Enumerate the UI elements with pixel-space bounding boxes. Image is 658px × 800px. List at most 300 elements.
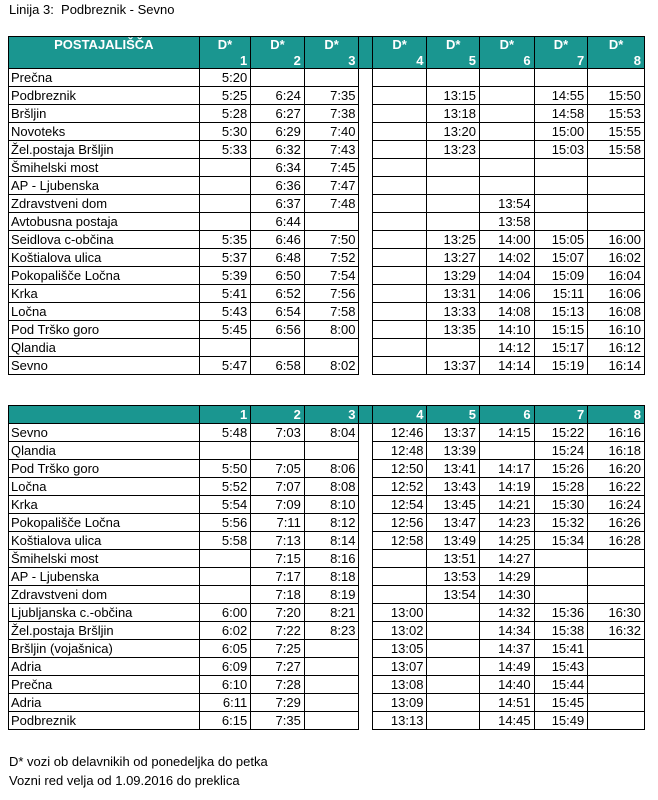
departure-time: 13:20 [427,123,480,141]
header-col-5: 5 [427,406,480,424]
departure-time [304,442,359,460]
stop-name: Pod Trško goro [9,460,200,478]
departure-time: 6:36 [251,177,305,195]
stop-name: Pod Trško goro [9,321,200,339]
table-row [9,357,645,375]
departure-time: 6:27 [251,105,305,123]
departure-time [480,159,535,177]
departure-time: 16:10 [588,321,645,339]
departure-time [372,105,427,123]
timetable-return-body [9,424,645,730]
stop-name: Zdravstveni dom [9,195,200,213]
header-col-2: 2 [251,406,305,424]
departure-time [372,141,427,159]
table-row [9,658,645,676]
departure-time: 16:22 [588,478,645,496]
departure-time [534,159,588,177]
departure-time: 15:34 [534,532,588,550]
departure-time: 12:56 [372,514,427,532]
table-row [9,442,645,460]
departure-time [372,231,427,249]
timetable-outbound-body [9,69,645,375]
departure-time: 14:34 [480,622,535,640]
departure-time [251,442,305,460]
table-row [9,69,645,87]
departure-time: 13:02 [372,622,427,640]
departure-time: 6:10 [199,676,251,694]
header-col-6: D* 6 [480,37,535,69]
departure-time [199,586,251,604]
departure-time [480,177,535,195]
departure-time [588,213,645,231]
stop-name: Sevno [9,424,200,442]
departure-time: 14:27 [480,550,535,568]
header-col-1: D* 1 [199,37,251,69]
departure-time: 16:14 [588,357,645,375]
departure-time [534,177,588,195]
departure-time: 7:40 [304,123,359,141]
header-stops-label [9,406,200,424]
departure-time [372,267,427,285]
column-gap [359,321,372,339]
departure-time: 6:48 [251,249,305,267]
departure-time: 13:05 [372,640,427,658]
stop-name: Žel.postaja Bršljin [9,141,200,159]
table-header [9,406,645,424]
departure-time: 7:47 [304,177,359,195]
departure-time [588,640,645,658]
departure-time [427,676,480,694]
departure-time: 8:08 [304,478,359,496]
stop-name: Ločna [9,303,200,321]
departure-time [199,550,251,568]
departure-time [372,321,427,339]
departure-time: 15:24 [534,442,588,460]
table-row [9,213,645,231]
departure-time [372,303,427,321]
departure-time: 16:08 [588,303,645,321]
departure-time: 15:45 [534,694,588,712]
departure-time: 6:11 [199,694,251,712]
departure-time [199,177,251,195]
departure-time: 14:55 [534,87,588,105]
departure-time: 7:35 [304,87,359,105]
departure-time: 15:58 [588,141,645,159]
departure-time [427,339,480,357]
stop-name: Podbreznik [9,87,200,105]
stop-name: Žel.postaja Bršljin [9,622,200,640]
column-gap [359,195,372,213]
stop-name: Sevno [9,357,200,375]
departure-time: 5:35 [199,231,251,249]
departure-time [480,87,535,105]
departure-time: 8:02 [304,357,359,375]
departure-time [427,159,480,177]
header-col-8: D* 8 [588,37,645,69]
column-gap [359,478,372,496]
stop-name: Seidlova c-občina [9,231,200,249]
departure-time: 13:53 [427,568,480,586]
departure-time: 15:05 [534,231,588,249]
timetable-return [8,405,645,730]
header-gap [359,37,372,69]
departure-time: 16:02 [588,249,645,267]
departure-time: 6:46 [251,231,305,249]
column-gap [359,424,372,442]
departure-time: 7:50 [304,231,359,249]
departure-time: 8:18 [304,568,359,586]
departure-time: 16:20 [588,460,645,478]
departure-time: 7:22 [251,622,305,640]
departure-time: 7:45 [304,159,359,177]
departure-time: 12:48 [372,442,427,460]
header-gap [359,406,372,424]
column-gap [359,640,372,658]
column-gap [359,105,372,123]
departure-time [372,249,427,267]
departure-time: 7:27 [251,658,305,676]
table-row [9,177,645,195]
timetable-outbound [8,36,645,375]
departure-time [588,69,645,87]
departure-time: 14:14 [480,357,535,375]
departure-time: 7:35 [251,712,305,730]
column-gap [359,357,372,375]
departure-time: 14:21 [480,496,535,514]
departure-time: 5:43 [199,303,251,321]
stop-name: Adria [9,658,200,676]
departure-time: 8:06 [304,460,359,478]
departure-time: 15:50 [588,87,645,105]
departure-time: 14:51 [480,694,535,712]
table-row [9,460,645,478]
departure-time: 15:13 [534,303,588,321]
column-gap [359,712,372,730]
departure-time: 13:09 [372,694,427,712]
departure-time [534,69,588,87]
departure-time: 7:38 [304,105,359,123]
table-row [9,231,645,249]
departure-time: 15:07 [534,249,588,267]
departure-time: 13:25 [427,231,480,249]
departure-time [372,339,427,357]
departure-time: 7:52 [304,249,359,267]
column-gap [359,568,372,586]
column-gap [359,676,372,694]
stop-name: Šmihelski most [9,159,200,177]
departure-time: 6:50 [251,267,305,285]
departure-time [427,640,480,658]
departure-time: 6:44 [251,213,305,231]
departure-time: 7:13 [251,532,305,550]
departure-time: 15:49 [534,712,588,730]
departure-time: 5:54 [199,496,251,514]
departure-time: 16:18 [588,442,645,460]
departure-time [427,195,480,213]
column-gap [359,213,372,231]
departure-time: 15:32 [534,514,588,532]
column-gap [359,604,372,622]
departure-time: 8:21 [304,604,359,622]
stop-name: Bršljin (vojašnica) [9,640,200,658]
table-row [9,105,645,123]
departure-time: 6:02 [199,622,251,640]
departure-time: 13:13 [372,712,427,730]
departure-time: 13:33 [427,303,480,321]
departure-time: 13:37 [427,424,480,442]
header-col-6: 6 [480,406,535,424]
departure-time: 16:00 [588,231,645,249]
header-col-2: D* 2 [251,37,305,69]
header-col-3: D* 3 [304,37,359,69]
departure-time: 12:52 [372,478,427,496]
departure-time [480,442,535,460]
table-row [9,604,645,622]
departure-time: 14:49 [480,658,535,676]
departure-time: 13:41 [427,460,480,478]
departure-time: 12:54 [372,496,427,514]
departure-time: 8:04 [304,424,359,442]
departure-time: 13:08 [372,676,427,694]
departure-time [588,694,645,712]
column-gap [359,267,372,285]
departure-time [534,213,588,231]
departure-time: 5:41 [199,285,251,303]
departure-time: 7:05 [251,460,305,478]
stop-name: Krka [9,285,200,303]
departure-time [251,339,305,357]
table-row [9,267,645,285]
table-row [9,195,645,213]
column-gap [359,285,372,303]
stop-name: Koštialova ulica [9,249,200,267]
departure-time: 7:11 [251,514,305,532]
departure-time: 7:09 [251,496,305,514]
departure-time: 13:00 [372,604,427,622]
column-gap [359,514,372,532]
departure-time: 14:40 [480,676,535,694]
departure-time: 13:49 [427,532,480,550]
departure-time: 5:48 [199,424,251,442]
departure-time [588,568,645,586]
table-row [9,285,645,303]
departure-time [199,159,251,177]
departure-time: 7:48 [304,195,359,213]
column-gap [359,159,372,177]
departure-time [372,195,427,213]
departure-time: 14:19 [480,478,535,496]
header-col-8: 8 [588,406,645,424]
departure-time [304,69,359,87]
departure-time: 7:58 [304,303,359,321]
departure-time: 14:12 [480,339,535,357]
table-row [9,676,645,694]
departure-time: 6:24 [251,87,305,105]
departure-time: 6:29 [251,123,305,141]
departure-time: 13:58 [480,213,535,231]
departure-time: 7:07 [251,478,305,496]
header-col-7: 7 [534,406,588,424]
departure-time: 13:43 [427,478,480,496]
departure-time: 15:41 [534,640,588,658]
stop-name: Ljubljanska c.-občina [9,604,200,622]
column-gap [359,141,372,159]
header-col-4: 4 [372,406,427,424]
departure-time [304,658,359,676]
departure-time [427,213,480,231]
departure-time: 7:56 [304,285,359,303]
footnote-d-star: D* vozi ob delavnikih od ponedeljka do petka [9,754,268,769]
column-gap [359,69,372,87]
column-gap [359,694,372,712]
departure-time: 14:04 [480,267,535,285]
departure-time [304,694,359,712]
departure-time: 15:11 [534,285,588,303]
table-row [9,712,645,730]
column-gap [359,339,372,357]
departure-time [534,195,588,213]
stop-name: Ločna [9,478,200,496]
stop-name: Zdravstveni dom [9,586,200,604]
departure-time: 5:56 [199,514,251,532]
departure-time [251,69,305,87]
departure-time: 13:54 [480,195,535,213]
stop-name: Prečna [9,676,200,694]
column-gap [359,123,372,141]
departure-time: 8:19 [304,586,359,604]
departure-time [199,195,251,213]
departure-time: 8:12 [304,514,359,532]
table-row [9,496,645,514]
departure-time: 16:12 [588,339,645,357]
departure-time: 5:30 [199,123,251,141]
table-row [9,568,645,586]
column-gap [359,303,372,321]
departure-time [588,586,645,604]
departure-time: 13:51 [427,550,480,568]
departure-time: 7:25 [251,640,305,658]
table-row [9,478,645,496]
departure-time: 5:37 [199,249,251,267]
table-row [9,87,645,105]
stop-name: Prečna [9,69,200,87]
departure-time: 6:58 [251,357,305,375]
table-row [9,339,645,357]
departure-time: 6:56 [251,321,305,339]
departure-time: 14:37 [480,640,535,658]
departure-time [480,123,535,141]
stop-name: Podbreznik [9,712,200,730]
departure-time: 14:58 [534,105,588,123]
departure-time: 5:33 [199,141,251,159]
departure-time: 13:29 [427,267,480,285]
departure-time: 14:02 [480,249,535,267]
departure-time: 7:29 [251,694,305,712]
departure-time: 16:30 [588,604,645,622]
stop-name: Avtobusna postaja [9,213,200,231]
departure-time [480,105,535,123]
departure-time [588,159,645,177]
departure-time: 5:20 [199,69,251,87]
departure-time: 6:37 [251,195,305,213]
column-gap [359,550,372,568]
footnote-validity: Vozni red velja od 1.09.2016 do preklica [9,773,240,788]
departure-time: 15:36 [534,604,588,622]
column-gap [359,249,372,267]
departure-time [372,123,427,141]
column-gap [359,177,372,195]
column-gap [359,87,372,105]
departure-time: 5:39 [199,267,251,285]
stop-name: Novoteks [9,123,200,141]
header-col-4: D* 4 [372,37,427,69]
departure-time: 6:05 [199,640,251,658]
departure-time: 6:32 [251,141,305,159]
departure-time: 13:39 [427,442,480,460]
departure-time: 15:22 [534,424,588,442]
departure-time: 7:18 [251,586,305,604]
departure-time: 5:28 [199,105,251,123]
departure-time: 7:43 [304,141,359,159]
departure-time: 16:06 [588,285,645,303]
table-row [9,514,645,532]
stop-name: AP - Ljubenska [9,177,200,195]
departure-time: 6:34 [251,159,305,177]
header-col-1: 1 [199,406,251,424]
departure-time [534,550,588,568]
departure-time: 13:18 [427,105,480,123]
departure-time: 6:09 [199,658,251,676]
departure-time [588,676,645,694]
departure-time: 15:09 [534,267,588,285]
departure-time: 13:37 [427,357,480,375]
departure-time [588,712,645,730]
departure-time: 5:45 [199,321,251,339]
departure-time [372,586,427,604]
departure-time: 13:23 [427,141,480,159]
departure-time: 15:28 [534,478,588,496]
departure-time: 8:14 [304,532,359,550]
departure-time [588,177,645,195]
header-col-3: 3 [304,406,359,424]
header-stops-label: POSTAJALIŠČA [9,37,200,69]
stop-name: Pokopališče Ločna [9,514,200,532]
table-row [9,694,645,712]
departure-time: 16:04 [588,267,645,285]
stop-name: AP - Ljubenska [9,568,200,586]
departure-time: 5:47 [199,357,251,375]
departure-time: 15:03 [534,141,588,159]
departure-time: 14:10 [480,321,535,339]
departure-time: 13:27 [427,249,480,267]
departure-time: 7:28 [251,676,305,694]
column-gap [359,442,372,460]
column-gap [359,622,372,640]
departure-time: 7:20 [251,604,305,622]
departure-time: 16:24 [588,496,645,514]
departure-time: 6:54 [251,303,305,321]
departure-time: 6:52 [251,285,305,303]
departure-time: 14:17 [480,460,535,478]
departure-time: 15:19 [534,357,588,375]
departure-time: 14:15 [480,424,535,442]
departure-time [372,285,427,303]
departure-time: 6:15 [199,712,251,730]
departure-time: 16:28 [588,532,645,550]
departure-time [372,357,427,375]
departure-time [588,195,645,213]
departure-time [372,69,427,87]
